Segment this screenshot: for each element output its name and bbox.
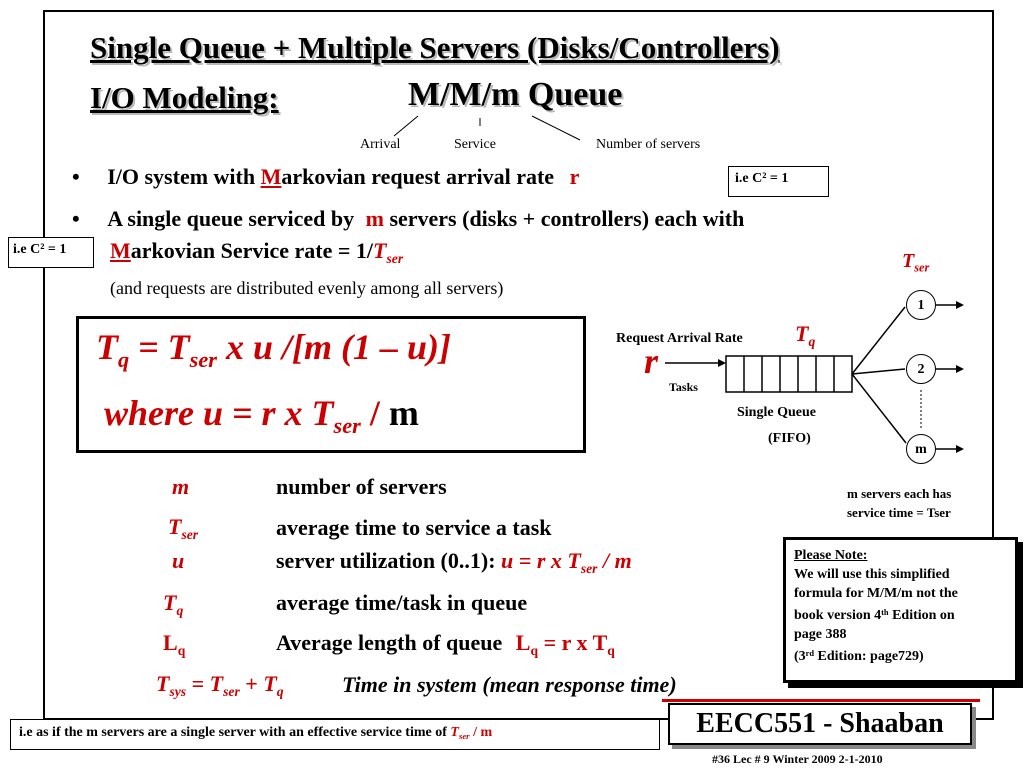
- c2-note-right: i.e C² = 1: [728, 166, 829, 197]
- output-arrowhead-2: [956, 365, 964, 373]
- course-badge: EECC551 - Shaaban: [668, 703, 972, 745]
- bullet-2-line2: [110, 238, 403, 267]
- single-queue-label: Single Queue: [737, 405, 816, 420]
- def-tser-text: average time to service a task: [276, 515, 552, 540]
- output-arrowhead-1: [956, 301, 964, 309]
- bullet-3: (and requests are distributed evenly among all servers): [110, 278, 504, 298]
- effective-service-text: i.e as if the m servers are a single server with an effective service time of: [19, 725, 451, 740]
- server-node-m: m: [906, 434, 936, 464]
- server-node-1: 1: [906, 290, 936, 320]
- diagram-tq-label: $T_q$: [795, 321, 816, 349]
- effective-service-tser: $T_{ser}$: [450, 725, 470, 742]
- servers-label: Number of servers: [596, 137, 701, 152]
- bullet-1-m: M: [260, 164, 282, 189]
- bullet-2-m: m: [365, 206, 384, 231]
- arrival-label: Arrival: [360, 137, 401, 152]
- def-u-formula: u = r x $T_{ser}$ / m: [501, 548, 632, 576]
- def-u-symbol: u: [172, 548, 185, 573]
- queue-notation: M/M/m Queue: [408, 76, 623, 113]
- note-line-1: We will use this simplified: [794, 567, 950, 582]
- please-note-box: [783, 537, 1018, 683]
- note-line-4: page 388: [794, 627, 847, 643]
- tasks-label: Tasks: [669, 380, 698, 394]
- tq-formula: $T_q = T_{ser}$ x u /[m (1 – u)]: [96, 327, 451, 372]
- servers-caption-1: m servers each has: [847, 486, 952, 501]
- queue-diagram: [600, 250, 1000, 520]
- bullet-1: [72, 164, 579, 190]
- utilization-formula: where u = r x $T_{ser}$ / m: [104, 393, 419, 438]
- arrival-arrowhead: [718, 359, 726, 367]
- queue-buffer: [726, 356, 852, 392]
- bullet-2-line2-m: M: [110, 238, 131, 263]
- bullet-dot: •: [72, 206, 80, 231]
- effective-service-tail: / m: [469, 725, 493, 740]
- slide-subtitle: I/O Modeling:: [90, 80, 279, 115]
- bullet-1-rest: arkovian request arrival rate: [281, 164, 555, 189]
- def-u-text: server utilization (0..1): u = r x $T_{ser}$ / m: [276, 548, 632, 576]
- note-line-5: (3rd Edition: page729): [794, 649, 924, 665]
- bullet-2-text: A single queue serviced by: [107, 206, 355, 231]
- tsys-formula: $T_{sys} = T_{ser} + T_q$: [156, 671, 284, 699]
- def-tser-symbol: $T_{ser}$: [168, 514, 199, 542]
- arrival-rate-symbol: r: [569, 164, 580, 189]
- def-tq-text: average time/task in queue: [276, 590, 528, 615]
- tsys-description: Time in system (mean response time): [342, 672, 677, 697]
- def-lq-text: Average length of queue $L_q = r$ x $T_q$: [276, 630, 615, 658]
- bullet-2-line2-text: arkovian Service rate = 1/: [130, 238, 374, 263]
- note-heading: Please Note:: [794, 548, 868, 563]
- fifo-label: (FIFO): [768, 431, 811, 446]
- slide-footer: #36 Lec # 9 Winter 2009 2-1-2010: [712, 752, 883, 766]
- effective-service-box: [10, 719, 660, 750]
- def-lq-formula: $L_q = r$ x $T_q$: [515, 630, 615, 658]
- request-arrival-rate-label: Request Arrival Rate: [616, 331, 743, 346]
- server-node-2: 2: [906, 354, 936, 384]
- def-lq-symbol: $L_q$: [163, 630, 186, 658]
- diagram-r-label: r: [644, 341, 659, 381]
- bullet-2: [72, 206, 744, 232]
- diagram-tser-label: $T_{ser}$: [902, 250, 930, 275]
- def-m-text: number of servers: [276, 474, 447, 499]
- c2-note-left: i.e C² = 1: [8, 237, 94, 268]
- def-tq-symbol: $T_q$: [163, 590, 184, 618]
- output-arrowhead-m: [956, 445, 964, 453]
- slide-title: Single Queue + Multiple Servers (Disks/Controllers): [90, 30, 780, 65]
- dispatch-line-1: [852, 307, 905, 374]
- tser-symbol: $T_{ser}$: [373, 238, 404, 266]
- bullet-dot: •: [72, 164, 80, 189]
- note-line-3: book version 4th Edition on: [794, 608, 955, 624]
- def-m-symbol: m: [172, 474, 190, 499]
- dispatch-line-2: [852, 369, 905, 374]
- dispatch-line-m: [852, 374, 906, 443]
- note-line-2: formula for M/M/m not the: [794, 586, 958, 601]
- bullet-1-text: I/O system with: [107, 164, 261, 189]
- servers-caption-2: service time = Tser: [847, 505, 951, 520]
- course-accent-bar: [662, 699, 980, 702]
- service-label: Service: [454, 137, 496, 152]
- bullet-2-rest: servers (disks + controllers) each with: [389, 206, 745, 231]
